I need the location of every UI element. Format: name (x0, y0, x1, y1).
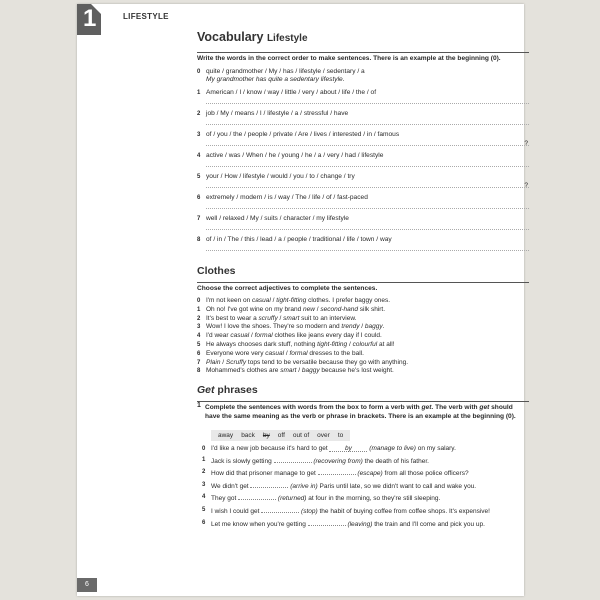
sentence-end: clothes. I prefer baggy ones. (306, 297, 391, 304)
get-exercise-number: 1 (197, 402, 201, 410)
item-number: 0 (202, 445, 206, 452)
item-number: 1 (197, 89, 201, 96)
option-two: baggy (301, 367, 320, 375)
scrambled-words: well / relaxed / My / suits / character / my lifestyle (206, 214, 349, 222)
get-item (197, 519, 529, 530)
item-number: 4 (202, 494, 206, 501)
vocab-item (197, 68, 529, 89)
clothes-item (197, 297, 529, 306)
item-number: 0 (197, 68, 201, 75)
sentence-end: silk shirt. (357, 305, 386, 313)
box-word: out of (292, 431, 310, 439)
box-word: by (262, 431, 270, 439)
get-item (197, 445, 529, 454)
answer-blank (238, 493, 276, 500)
item-number: 4 (197, 152, 201, 159)
box-word: over (317, 431, 330, 439)
vocab-title: Vocabulary (197, 30, 264, 44)
item-number: 6 (197, 194, 201, 201)
vocab-item (197, 152, 529, 173)
vocab-item (197, 236, 529, 257)
vocab-item (197, 173, 529, 194)
get-item (197, 493, 529, 504)
answer-blank (274, 456, 312, 463)
item-number: 4 (197, 333, 201, 340)
scrambled-words: active / was / When / he / young / he / a / very / had / lifestyle (206, 151, 384, 159)
option-separator: / (270, 297, 277, 304)
get-item (197, 481, 529, 492)
option-separator: / (296, 367, 302, 375)
running-header: LIFESTYLE (123, 12, 169, 21)
clothes-item (197, 359, 529, 368)
clothes-item (197, 323, 529, 332)
item-number: 7 (197, 359, 201, 366)
answer-blank (318, 468, 356, 475)
option-separator: / (314, 305, 321, 313)
answer-line (206, 145, 529, 146)
sentence-end: . (382, 323, 385, 331)
item-number: 8 (197, 236, 201, 243)
sentence-start: I'd like a new job because it's hard to get (211, 444, 330, 452)
box-word: to (337, 431, 344, 439)
bracket-hint: (returned) (277, 495, 307, 503)
option-two: smart (283, 314, 300, 322)
sentence-end: on my salary. (415, 444, 456, 452)
item-number: 8 (197, 368, 201, 375)
sentence-start: We didn't get (211, 482, 251, 490)
question-mark: ? (524, 181, 528, 189)
get-instruction-part: Complete the sentences with words from the box to form a verb with (205, 404, 422, 412)
option-two: tight-fitting (276, 297, 307, 304)
scrambled-words: of / in / The / this / lead / a / people / traditional / life / town / way (206, 235, 392, 243)
option-two: formal (254, 332, 273, 340)
answer-line (206, 208, 529, 209)
sentence-end: at all! (377, 340, 395, 348)
scrambled-words: extremely / modern / is / way / The / life / of / fast-paced (206, 193, 368, 201)
sentence-end: tops tend to be versatile because they go with anything. (246, 358, 409, 366)
sentence-start: Oh no! I've got wine on my brand (206, 305, 303, 313)
option-separator: / (220, 358, 226, 366)
item-number: 5 (197, 341, 201, 348)
get-item (197, 468, 529, 479)
scrambled-words: American / I / know / way / little / very / about / life / the / of (206, 88, 377, 96)
sentence-end: the death of his father. (362, 457, 429, 465)
get-title-rest: phrases (214, 384, 258, 397)
option-separator: / (347, 340, 353, 348)
option-two: formal (289, 349, 308, 357)
answer-blank (261, 506, 299, 513)
sentence-start: Wow! I love the shoes. They're so modern and (206, 323, 342, 331)
get-instruction-part: should have the same meaning as the verb or phrase in brackets. There is an example at the beginning (0). (205, 404, 516, 420)
option-separator: / (359, 323, 365, 331)
item-number: 6 (202, 519, 206, 526)
option-two: Scruffy (225, 358, 247, 366)
unit-number: 1 (83, 5, 97, 32)
item-number: 0 (197, 298, 201, 304)
get-instruction-part: . The verb with (431, 404, 480, 412)
item-number: 3 (202, 481, 206, 488)
bracket-hint: (stop) (301, 507, 318, 515)
sentence-start: I'm not keen on (206, 297, 253, 304)
sentence-start: Jack is slowly getting (211, 457, 274, 465)
option-one: casual (265, 349, 285, 357)
answer-line (206, 124, 529, 125)
sentence-end: clothes like jeans every day if I could. (272, 332, 382, 340)
get-instruction (197, 401, 529, 421)
option-one: smart (280, 367, 297, 375)
clothes-item (197, 315, 529, 324)
scrambled-words: of / you / the / people / private / Are / lives / interested / in / famous (206, 130, 400, 138)
vocab-item (197, 110, 529, 131)
tab-corner (91, 4, 101, 14)
sentence-end: suit to an interview. (299, 314, 357, 322)
vocab-heading (197, 30, 529, 46)
option-one: new (303, 305, 315, 313)
answer-line (206, 229, 529, 230)
bracket-hint: (recovering from) (313, 457, 363, 465)
question-mark: ? (524, 139, 528, 147)
clothes-item (197, 367, 529, 376)
clothes-item (197, 332, 529, 341)
example-answer: My grandmother has quite a sedentary lifestyle. (206, 75, 345, 83)
unit-tab (77, 4, 101, 35)
get-list (197, 445, 529, 529)
item-number: 6 (197, 350, 201, 357)
clothes-item (197, 350, 529, 359)
item-number: 3 (197, 324, 201, 331)
box-word: off (277, 431, 285, 439)
vocab-instruction: Write the words in the correct order to make sentences. There is an example at the beginning (0). (197, 52, 529, 64)
answer-line (206, 166, 529, 167)
bracket-hint: (leaving) (347, 520, 373, 528)
item-number: 2 (197, 110, 201, 117)
vocab-item (197, 131, 529, 152)
sentence-end: dresses to the ball. (307, 349, 364, 357)
word-box (211, 430, 350, 441)
get-title-italic: Get (197, 384, 215, 397)
bracket-hint: (escape) (357, 470, 383, 478)
clothes-item (197, 306, 529, 315)
item-number: 1 (197, 306, 201, 313)
answer-line (206, 250, 529, 251)
sentence-end: Paris until late, so we didn't want to call and wake you. (317, 482, 477, 490)
box-word: away (218, 431, 234, 439)
get-instruction-get: get (421, 404, 432, 412)
vocab-list (197, 68, 529, 257)
scrambled-words: job / My / means / I / lifestyle / a / stressful / have (206, 109, 349, 117)
sentence-start: Mohammed's clothes are (206, 367, 281, 375)
sentence-start: He always chooses dark stuff, nothing (206, 340, 318, 348)
sentence-end: because he's lost weight. (319, 367, 394, 375)
option-one: tight-fitting (317, 340, 348, 348)
answer-blank: by (329, 445, 367, 452)
sentence-start: I'd wear (206, 332, 231, 340)
get-title (197, 384, 529, 397)
item-number: 5 (197, 173, 201, 180)
bracket-hint: (manage to live) (369, 444, 416, 452)
bracket-hint: (arrive in) (290, 482, 318, 490)
option-one: Plain (206, 358, 221, 366)
clothes-instruction: Choose the correct adjectives to complete the sentences. (197, 282, 529, 294)
sentence-start: How did that prisoner manage to get (211, 470, 318, 478)
option-separator: / (277, 314, 284, 322)
sentence-end: at four in the morning, so they're still sleeping. (306, 495, 441, 503)
option-one: casual (252, 297, 271, 304)
option-separator: / (284, 349, 290, 357)
item-number: 2 (197, 315, 201, 322)
get-item (197, 506, 529, 517)
option-one: casual (230, 332, 250, 340)
clothes-list (197, 297, 529, 376)
vocab-item (197, 194, 529, 215)
option-two: baggy (364, 323, 383, 331)
option-two: colourful (352, 340, 378, 348)
scrambled-words: quite / grandmother / My / has / lifestyle / sedentary / a (206, 67, 365, 75)
get-instruction-get: get (479, 404, 490, 412)
clothes-item (197, 341, 529, 350)
sentence-end: the train and I'll come and pick you up. (372, 520, 485, 528)
vocab-item (197, 89, 529, 110)
item-number: 7 (197, 215, 201, 222)
sentence-start: It's best to wear a (206, 314, 259, 322)
box-word: back (241, 431, 255, 439)
sentence-start: I wish I could get (211, 507, 262, 515)
content-column (197, 30, 529, 531)
workbook-page (77, 4, 528, 596)
vocab-item (197, 215, 529, 236)
sentence-start: Let me know when you're getting (211, 520, 308, 528)
page-number: 6 (77, 578, 97, 592)
answer-line (206, 103, 529, 104)
option-one: trendy (341, 323, 360, 331)
sentence-start: They got (211, 495, 239, 503)
item-number: 1 (202, 456, 206, 463)
option-two: second-hand (320, 305, 358, 313)
option-separator: / (249, 332, 255, 340)
item-number: 3 (197, 131, 201, 138)
clothes-title: Clothes (197, 264, 236, 277)
sentence-end: the habit of buying coffee from coffee shops. It's expensive! (317, 507, 490, 515)
answer-blank (308, 519, 346, 526)
sentence-end: from all those police officers? (382, 470, 469, 478)
scrambled-words: your / How / lifestyle / would / you / to / change / try (206, 172, 355, 180)
item-number: 5 (202, 506, 206, 513)
option-one: scruffy (258, 314, 278, 322)
answer-line (206, 187, 529, 188)
item-number: 2 (202, 469, 206, 476)
vocab-subtitle: Lifestyle (266, 33, 308, 44)
answer-blank (250, 481, 288, 488)
get-item (197, 456, 529, 467)
sentence-start: Everyone wore very (206, 349, 266, 357)
